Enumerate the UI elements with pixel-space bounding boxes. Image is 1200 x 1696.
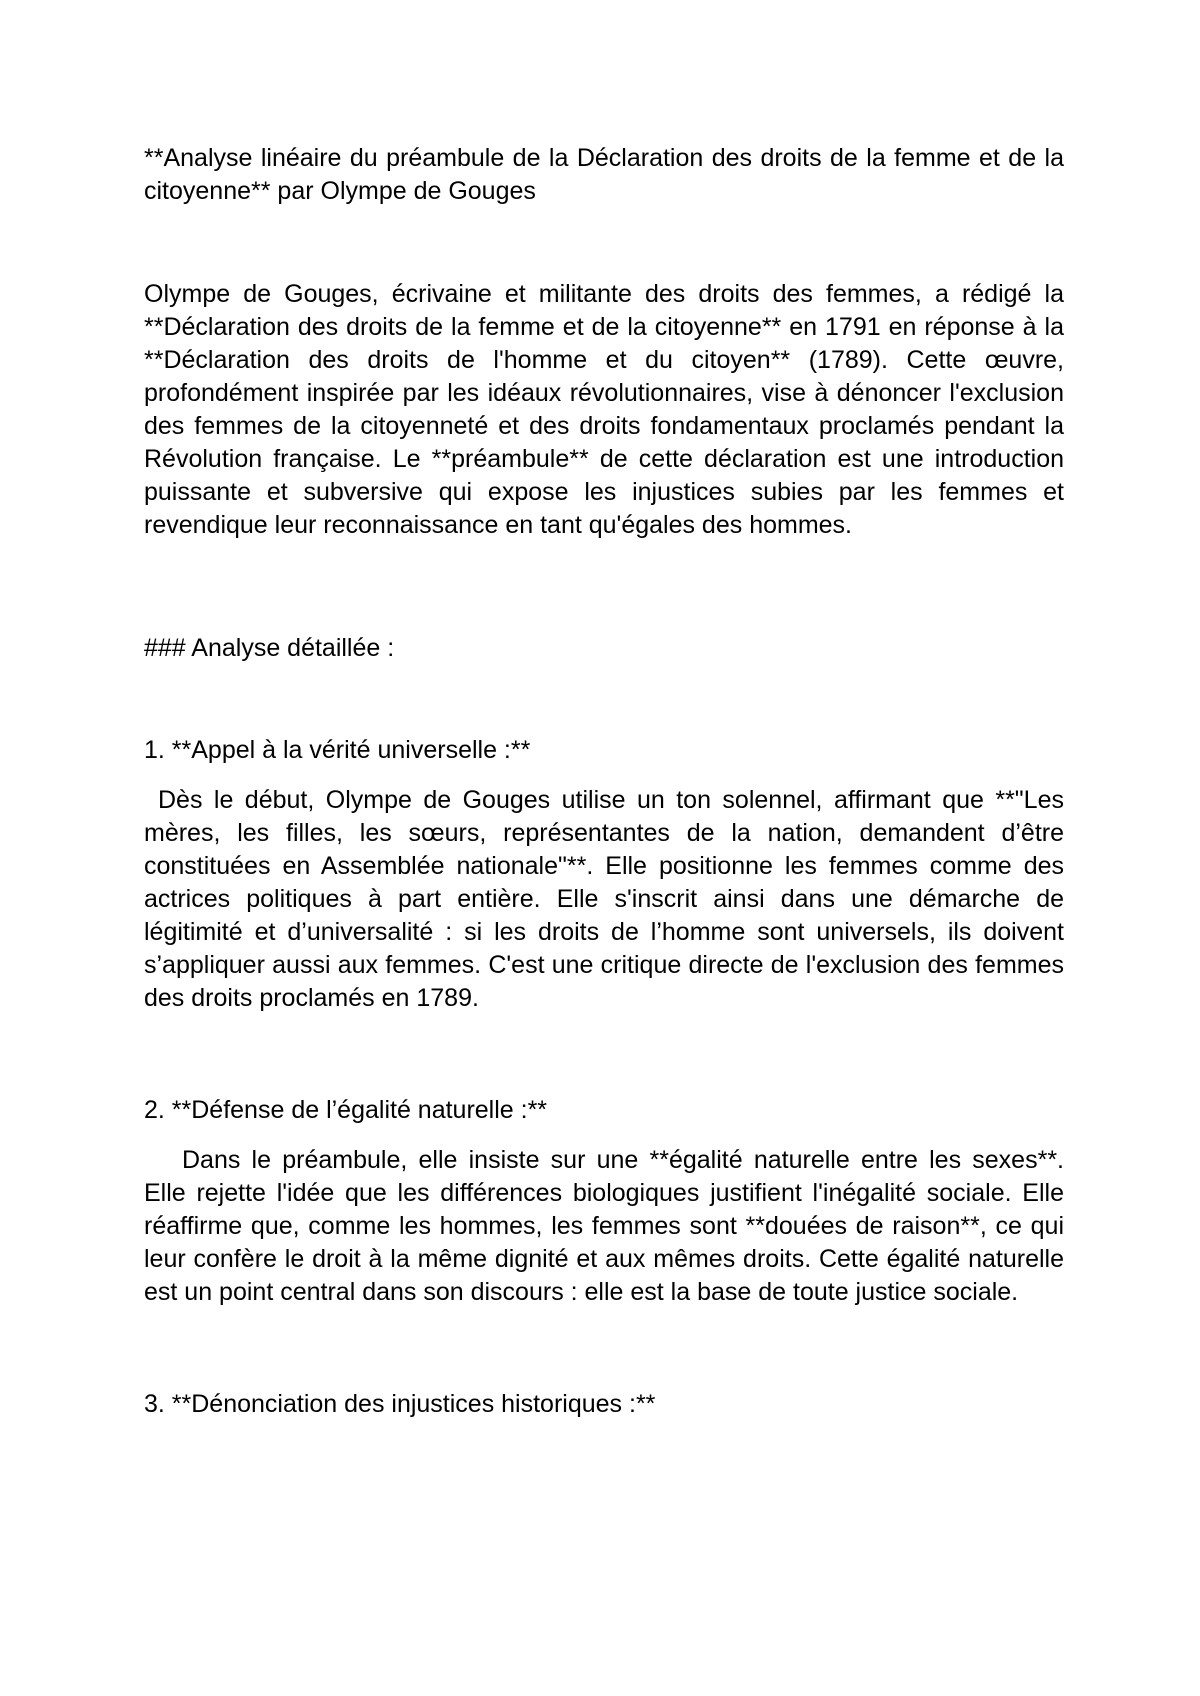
item-title-2: 2. **Défense de l’égalité naturelle :** (144, 1096, 548, 1124)
item-body-2: Dans le préambule, elle insiste sur une **égalité naturelle entre les sexes**. Elle rejette l'idée que les différences biologiques justifient l'inégalité sociale. Elle réaffirme que, comme les hommes, les femmes sont **douées de raison**, ce qui leur confère le droit à la même dignité et aux mêmes droits. Cette égalité naturelle est un point central dans son discours : elle est la base de toute justice sociale. (144, 1146, 1064, 1306)
intro-paragraph: Olympe de Gouges, écrivaine et militante des droits des femmes, a rédigé la **Déclaration des droits de la femme et de la citoyenne** en 1791 en réponse à la **Déclaration des droits de l'homme et du citoyen** (1789). Cette œuvre, profondément inspirée par les idéaux révolutionnaires, vise à dénoncer l'exclusion des femmes de la citoyenneté et des droits fondamentaux proclamés pendant la Révolution française. Le **préambule** de cette déclaration est une introduction puissante et subversive qui expose les injustices subies par les femmes et revendique leur reconnaissance en tant qu'égales des hommes. (144, 280, 1064, 539)
section-heading: ### Analyse détaillée : (144, 634, 395, 662)
item-title-3: 3. **Dénonciation des injustices historiques :** (144, 1390, 656, 1418)
document-page (144, 142, 1064, 1421)
item-title-1: 1. **Appel à la vérité universelle :** (144, 736, 531, 764)
item-body-1: Dès le début, Olympe de Gouges utilise un ton solennel, affirmant que **"Les mères, les filles, les sœurs, représentantes de la nation, demandent d’être constituées en Assemblée nationale"**. Elle positionne les femmes comme des actrices politiques à part entière. Elle s'inscrit ainsi dans une démarche de légitimité et d’universalité : si les droits de l’homme sont universels, ils doivent s’appliquer aussi aux femmes. C'est une critique directe de l'exclusion des femmes des droits proclamés en 1789. (144, 786, 1064, 1012)
document-title: **Analyse linéaire du préambule de la Déclaration des droits de la femme et de la citoyenne** par Olympe de Gouges (144, 144, 1064, 205)
